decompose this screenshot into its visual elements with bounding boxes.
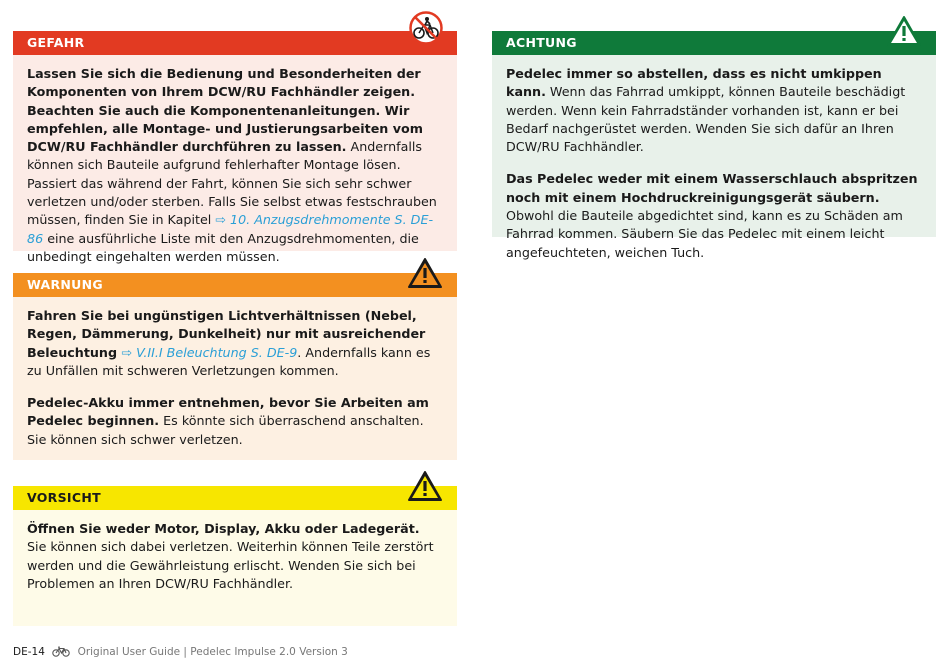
warnung-bold-2: Pedelec-Akku immer entnehmen, bevor Sie Arbeiten am Pedelec beginnen. — [27, 395, 429, 429]
warnung-paragraph-1 — [27, 307, 443, 380]
vorsicht-text: Sie können sich dabei verletzen. Weiterhin können Teile zerstört werden und die Gewährleistung erlischt. Wenden Sie sich bei Problemen an Ihren DCW/RU Fachhändler. — [27, 539, 434, 591]
achtung-body — [492, 55, 936, 260]
achtung-box — [492, 31, 936, 260]
page-number: DE-14 — [13, 646, 45, 658]
warnung-text-2: Es könnte sich überraschend anschalten. Sie können sich schwer verletzen. — [27, 413, 424, 447]
warnung-reference-link[interactable]: V.II.I Beleuchtung S. DE-9 — [136, 344, 298, 360]
warnung-header — [13, 273, 457, 297]
achtung-bold-1: Pedelec immer so abstellen, dass es nicht umkippen kann. — [506, 66, 882, 100]
warnung-body — [13, 297, 457, 460]
gefahr-body — [13, 55, 457, 264]
warnung-paragraph-2 — [27, 394, 443, 449]
achtung-text-1: Wenn das Fahrrad umkippt, können Bauteile beschädigt werden. Wenn kein Fahrradständer vorhanden ist, kann er bei Bedarf nachgerüstet werden. Wenden Sie sich dafür an Ihren DCW/RU Fachhändler. — [506, 84, 906, 155]
reference-arrow-icon: ⇨ — [121, 344, 133, 360]
page-footer — [13, 646, 348, 658]
warning-triangle-icon — [886, 15, 922, 55]
warnung-title: WARNUNG — [27, 277, 103, 292]
vorsicht-title: VORSICHT — [27, 490, 101, 505]
warning-triangle-icon — [407, 470, 443, 510]
warnung-bold-1: Fahren Sie bei ungünstigen Lichtverhältnissen (Nebel, Regen, Dämmerung, Dunkelheit) nur mit ausreichender Beleuchtung — [27, 308, 426, 360]
no-cycling-icon — [409, 11, 443, 53]
warnung-box — [13, 273, 457, 460]
gefahr-text-1: Andernfalls können sich Bauteile aufgrund fehlerhafter Montage lösen. Passiert das während der Fahrt, können Sie sich sehr schwer verletzen und/oder sterben. Falls Sie selbst etwas festschrauben müssen, finden Sie in Kapitel — [27, 139, 437, 228]
gefahr-title: GEFAHR — [27, 35, 85, 50]
vorsicht-paragraph — [27, 520, 443, 593]
vorsicht-header — [13, 486, 457, 510]
reference-arrow-icon: ⇨ — [215, 212, 226, 228]
warning-triangle-icon — [407, 257, 443, 297]
gefahr-paragraph — [27, 65, 443, 266]
gefahr-box — [13, 31, 457, 264]
gefahr-header — [13, 31, 457, 55]
achtung-header — [492, 31, 936, 55]
footer-text: Original User Guide | Pedelec Impulse 2.0 Version 3 — [77, 646, 348, 658]
warnung-text-1: . Andernfalls kann es zu Unfällen mit schweren Verletzungen kommen. — [27, 344, 431, 378]
achtung-title: ACHTUNG — [506, 35, 577, 50]
achtung-paragraph-1 — [506, 65, 922, 156]
bicycle-icon — [48, 646, 74, 658]
achtung-bold-2: Das Pedelec weder mit einem Wasserschlauch abspritzen noch mit einem Hochdruckreinigungsgerät säubern. — [506, 171, 918, 205]
gefahr-reference-link[interactable]: 10. Anzugsdrehmomente S. DE-86 — [27, 212, 434, 246]
gefahr-bold: Lassen Sie sich die Bedienung und Besonderheiten der Komponenten von Ihrem DCW/RU Fachhändler zeigen. Beachten Sie auch die Komponentenanleitungen. Wir empfehlen, alle Montage- und Justierungsarbeiten vom DCW/RU Fachhändler durchführen zu lassen. — [27, 66, 423, 155]
vorsicht-box — [13, 486, 457, 626]
vorsicht-bold: Öffnen Sie weder Motor, Display, Akku oder Ladegerät. — [27, 521, 420, 536]
achtung-text-2: Obwohl die Bauteile abgedichtet sind, kann es zu Schäden am Fahrrad kommen. Säubern Sie das Pedelec mit einem leicht angefeuchteten, weichen Tuch. — [506, 208, 903, 260]
achtung-paragraph-2 — [506, 170, 922, 261]
vorsicht-body — [13, 510, 457, 626]
gefahr-text-2: eine ausführliche Liste mit den Anzugsdrehmomenten, die unbedingt eingehalten werden müssen. — [27, 230, 419, 264]
